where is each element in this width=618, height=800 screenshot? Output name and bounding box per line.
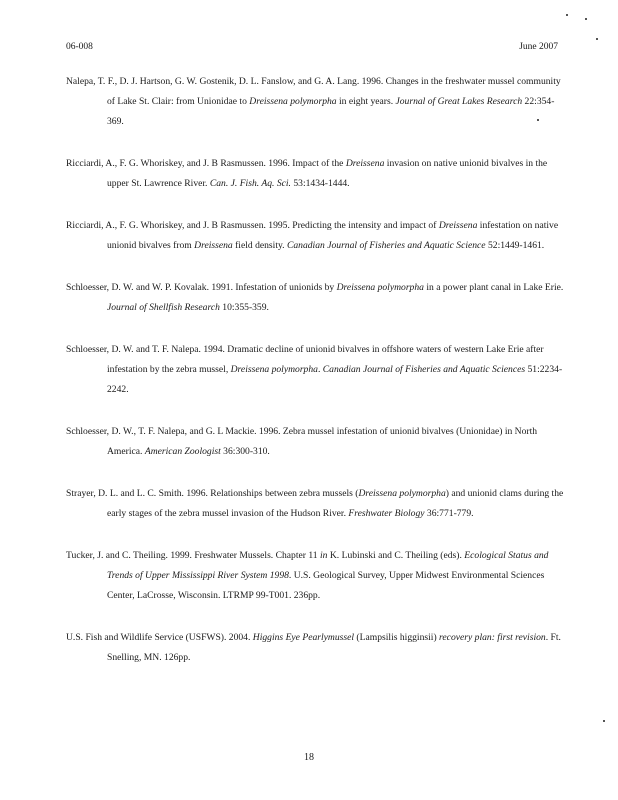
reference-text: 22:354-369. [107, 96, 555, 127]
reference-entry [66, 484, 566, 524]
reference-italic-text: Dreissena [438, 220, 478, 231]
reference-italic-text: Canadian Journal of Fisheries and Aquatic Science [286, 240, 486, 251]
reference-italic-text: Dreissena [345, 158, 385, 169]
reference-text: U.S. Fish and Wildlife Service (USFWS). 2004. [66, 632, 253, 643]
reference-entry [66, 546, 566, 606]
reference-italic-text: Canadian Journal of Fisheries and Aquatic Sciences [322, 364, 526, 375]
reference-text: Tucker, J. and C. Theiling. 1999. Freshwater Mussels. Chapter 11 [66, 550, 321, 561]
reference-text: (Lampsilis higginsii) [354, 632, 440, 643]
reference-text: Schloesser, D. W. and W. P. Kovalak. 1991. Infestation of unionids by [66, 282, 337, 293]
reference-italic-text: Ecological Status and Trends of Upper Mississippi River System 1998 [107, 550, 549, 581]
scan-speck [566, 14, 568, 16]
scan-speck [596, 38, 598, 40]
reference-text: 51:2234-2242. [107, 364, 563, 395]
reference-entry [66, 628, 566, 668]
reference-text: 36:771-779. [424, 508, 474, 519]
header-date: June 2007 [519, 42, 558, 52]
reference-entry [66, 340, 566, 400]
reference-text: . Ft. Snelling, MN. 126pp. [107, 632, 561, 663]
reference-text: 36:300-310. [220, 446, 270, 457]
reference-italic-text: recovery plan: first revision [439, 632, 546, 643]
header-doc-number: 06-008 [66, 42, 93, 52]
reference-italic-text: Dreissena [194, 240, 233, 251]
reference-text: Ricciardi, A., F. G. Whoriskey, and J. B Rasmussen. 1996. Impact of the [66, 158, 346, 169]
reference-text: Schloesser, D. W. and T. F. Nalepa. 1994. Dramatic decline of unionid bivalves in offshore waters of western Lake Erie after infestation by the zebra mussel, [66, 344, 544, 375]
reference-entry [66, 422, 566, 462]
reference-italic-text: Can. J. Fish. Aq. Sci. [209, 178, 291, 189]
reference-text: in a power plant canal in Lake Erie. [423, 282, 564, 293]
reference-text: Nalepa, T. F., D. J. Hartson, G. W. Gostenik, D. L. Fanslow, and G. A. Lang. 1996. Changes in the freshwater mussel community of Lake St. Clair: from Unionidae to [66, 76, 561, 107]
reference-italic-text: Dreissena polymorpha [230, 364, 318, 375]
reference-italic-text: American Zoologist [144, 446, 221, 457]
reference-text: 52:1449-1461. [485, 240, 545, 251]
reference-text: Ricciardi, A., F. G. Whoriskey, and J. B Rasmussen. 1995. Predicting the intensity and impact of [66, 220, 439, 231]
reference-text: invasion on native unionid bivalves in the upper St. Lawrence River. [107, 158, 548, 189]
scan-speck [537, 119, 539, 121]
reference-entry [66, 216, 566, 256]
reference-italic-text: Higgins Eye Pearlymussel [252, 632, 355, 643]
reference-text: Strayer, D. L. and L. C. Smith. 1996. Relationships between zebra mussels ( [66, 488, 359, 499]
scan-speck [585, 18, 587, 20]
reference-italic-text: Dreissena polymorpha [336, 282, 424, 293]
scan-speck [603, 720, 605, 722]
reference-text: ) and unionid clams during the early stages of the zebra mussel invasion of the Hudson River. [107, 488, 564, 519]
reference-text: K. Lubinski and C. Theiling (eds). [327, 550, 465, 561]
reference-entry [66, 154, 566, 194]
reference-entry [66, 72, 566, 132]
reference-text: infestation on native unionid bivalves from [107, 220, 559, 251]
reference-italic-text: Journal of Shellfish Research [107, 302, 220, 313]
reference-entry [66, 278, 566, 318]
reference-text: . [317, 364, 323, 375]
reference-italic-text: Dreissena polymorpha [358, 488, 446, 499]
reference-list [66, 72, 566, 690]
reference-italic-text: Freshwater Biology [348, 508, 425, 519]
reference-text: field density. [232, 240, 287, 251]
reference-text: 10:355-359. [219, 302, 269, 313]
reference-text: in eight years. [336, 96, 396, 107]
reference-italic-text: Journal of Great Lakes Research [395, 96, 523, 107]
reference-italic-text: Dreissena polymorpha [249, 96, 337, 107]
reference-text: 53:1434-1444. [290, 178, 350, 189]
reference-text: . U.S. Geological Survey, Upper Midwest Environmental Sciences Center, LaCrosse, Wisconsin. LTRMP 99-T001. 236pp. [107, 570, 545, 601]
reference-text: Schloesser, D. W., T. F. Nalepa, and G. L Mackie. 1996. Zebra mussel infestation of unionid bivalves (Unionidae) in North America. [66, 426, 538, 457]
page-number: 18 [304, 752, 314, 763]
reference-italic-text: in [320, 550, 328, 561]
